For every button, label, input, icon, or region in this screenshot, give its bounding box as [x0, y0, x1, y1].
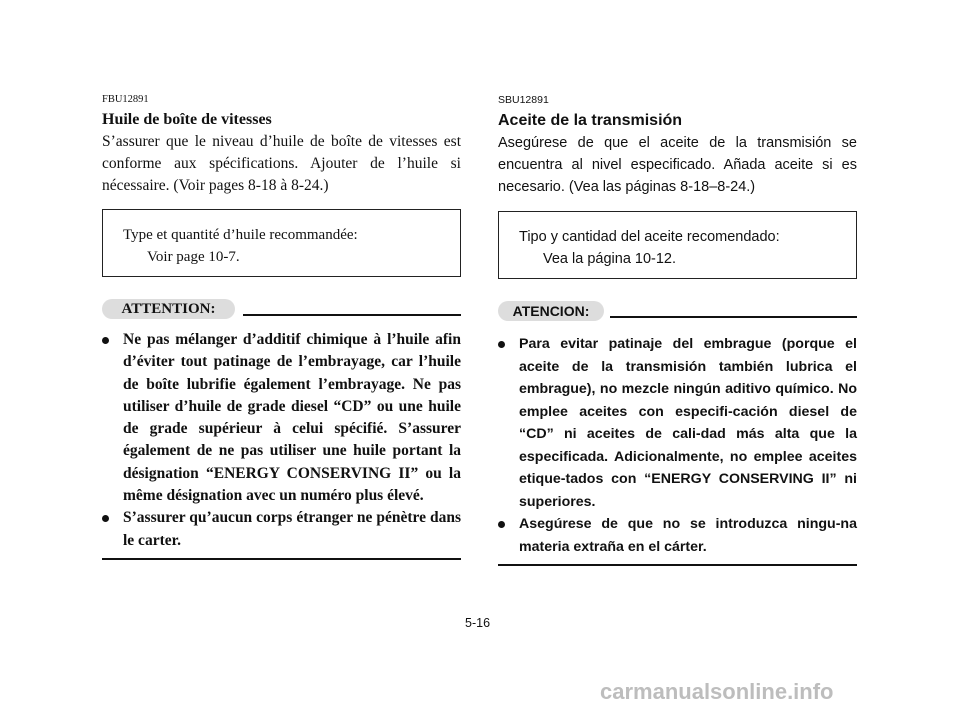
attention-list — [102, 329, 461, 552]
spanish-column — [498, 94, 857, 566]
attention-badge: ATENCION: — [498, 301, 604, 321]
attention-header — [498, 301, 857, 325]
attention-header — [102, 299, 461, 323]
attention-end-rule — [102, 558, 461, 560]
attention-end-rule — [498, 564, 857, 566]
bullet-icon — [102, 337, 109, 344]
section-paragraph: S’assurer que le niveau d’huile de boîte de vitesses est conforme aux spécifications. Ajouter de l’huile si nécessaire. (Voir pages 8-18 à 8-24.) — [102, 133, 461, 194]
list-item-text: Ne pas mélanger d’additif chimique à l’huile afin d’éviter tout patinage de l’embrayage, car l’huile de boîte lubrifie également l’embrayage. Ne pas utiliser d’huile de grade diesel “CD” ou une huile de grade supérieur à celui spécifié. S’assurer également de ne pas utiliser une huile portant la désignation “ENERGY CONSERVING II” ou la même désignation avec un numéro plus élevé. — [123, 331, 461, 505]
french-column — [102, 94, 461, 560]
watermark: carmanualsonline.info — [600, 679, 834, 704]
spec-box-line2: Vea la página 10-12. — [543, 251, 677, 267]
bullet-icon — [498, 341, 505, 348]
section-title: Huile de boîte de vitesses — [102, 111, 272, 128]
spec-box — [498, 211, 857, 279]
attention-rule — [610, 316, 857, 318]
section-code: FBU12891 — [102, 94, 149, 105]
attention-rule — [243, 314, 461, 316]
list-item — [498, 513, 857, 558]
bullet-icon — [498, 521, 505, 528]
section-paragraph: Asegúrese de que el aceite de la transmisión se encuentra al nivel especificado. Añada aceite si es necesario. (Vea las páginas 8-18–8-24.) — [498, 135, 857, 195]
page-number: 5-16 — [465, 616, 491, 630]
bullet-icon — [102, 515, 109, 522]
list-item-text: Asegúrese de que no se introduzca ningu-na materia extraña en el cárter. — [519, 516, 857, 555]
spec-box-line2: Voir page 10-7. — [147, 249, 240, 265]
attention-list — [498, 333, 857, 558]
spec-box-line1: Type et quantité d’huile recommandée: — [123, 227, 358, 243]
spec-box — [102, 209, 461, 277]
section-code: SBU12891 — [498, 94, 549, 106]
list-item-text: S’assurer qu’aucun corps étranger ne pénètre dans le carter. — [123, 509, 461, 549]
spec-box-line1: Tipo y cantidad del aceite recomendado: — [519, 229, 780, 245]
list-item — [102, 329, 461, 507]
attention-badge: ATTENTION: — [102, 299, 235, 319]
list-item — [102, 507, 461, 552]
list-item-text: Para evitar patinaje del embrague (porque el aceite de la transmisión también lubrica el embrague), no mezcle ningún aditivo químico. No emplee aceites con especifi-cación diesel de “CD” ni aceites de cali-dad más alta que la especificada. Adicionalmente, no emplee aceites etique-tados con “ENERGY CONSERVING II” ni superiores. — [519, 336, 857, 510]
section-title: Aceite de la transmisión — [498, 112, 683, 129]
list-item — [498, 333, 857, 513]
